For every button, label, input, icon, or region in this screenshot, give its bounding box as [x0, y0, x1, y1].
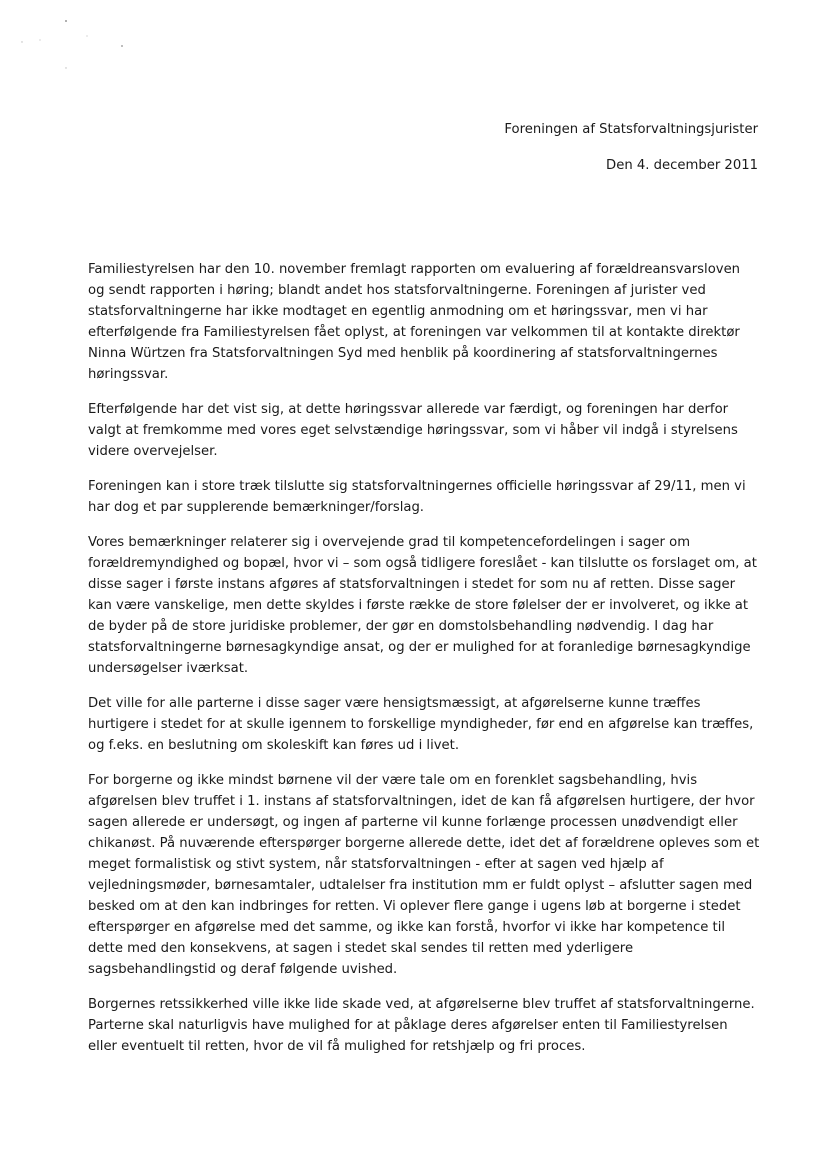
paragraph: Familiestyrelsen har den 10. november fremlagt rapporten om evaluering af forældreansvarsloven og sendt rapporten i høring; blandt andet hos statsforvaltningerne. Foreningen af jurister ved statsforvaltningerne har ikke modtaget en egentlig anmodning om et høringssvar, men vi har efterfølgende fra Familiestyrelsen fået oplyst, at foreningen var velkommen til at kontakte direktør Ninna Würtzen fra Statsforvaltningen Syd med henblik på koordinering af statsforvaltningernes høringssvar.	[88, 262, 741, 382]
letter-date: Den 4. december 2011	[606, 158, 758, 173]
paragraph: Borgernes retssikkerhed ville ikke lide skade ved, at afgørelserne blev truffet af statsforvaltningerne. Parterne skal naturligvis have mulighed for at påklage deres afgørelser enten til Familiestyrelsen eller eventuelt til retten, hvor de vil få mulighed for retshjælp og fri proces.	[88, 997, 755, 1054]
paragraph: Efterfølgende har det vist sig, at dette høringssvar allerede var færdigt, og foreningen har derfor valgt at fremkomme med vores eget selvstændige høringssvar, som vi håber vil indgå i styrelsens videre overvejelser.	[88, 402, 738, 459]
letter-header	[504, 121, 758, 175]
paragraph: Foreningen kan i store træk tilslutte sig statsforvaltningernes officielle høringssvar af 29/11, men vi har dog et par supplerende bemærkninger/forslag.	[88, 479, 746, 515]
sender-organization: Foreningen af Statsforvaltningsjurister	[504, 122, 758, 137]
paragraph: For borgerne og ikke mindst børnene vil der være tale om en forenklet sagsbehandling, hvis afgørelsen blev truffet i 1. instans af statsforvaltningen, idet de kan få afgørelsen hurtigere, der hvor sagen allerede er undersøgt, og ingen af parterne vil kunne forlænge processen unødvendigt eller chikanøst. På nuværende efterspørger borgerne allerede dette, idet det af forældrene opleves som et meget formalistisk og stivt system, når statsforvaltningen - efter at sagen ved hjælp af vejledningsmøder, børnesamtaler, udtalelser fra institution mm er fuldt oplyst – afslutter sagen med besked om at den kan indbringes for retten. Vi oplever flere gange i ugens løb at borgerne i stedet efterspørger en afgørelse med det samme, og ikke kan forstå, hvorfor vi ikke har kompetence til dette med den konsekvens, at sagen i stedet skal sendes til retten med yderligere sagsbehandlingstid og deraf følgende uvished.	[88, 773, 760, 977]
paragraph: Det ville for alle parterne i disse sager være hensigtsmæssigt, at afgørelserne kunne træffes hurtigere i stedet for at skulle igennem to forskellige myndigheder, før end en afgørelse kan træffes, og f.eks. en beslutning om skoleskift kan føres ud i livet.	[88, 696, 754, 753]
letter-body	[88, 259, 760, 1071]
paragraph: Vores bemærkninger relaterer sig i overvejende grad til kompetencefordelingen i sager om forældremyndighed og bopæl, hvor vi – som også tidligere foreslået - kan tilslutte os forslaget om, at disse sager i første instans afgøres af statsforvaltningen i stedet for som nu af retten. Disse sager kan være vanskelige, men dette skyldes i første række de store følelser der er involveret, og ikke at de byder på de store juridiske problemer, der gør en domstolsbehandling nødvendig. I dag har statsforvaltningerne børnesagkyndige ansat, og der er mulighed for at foranledige børnesagkyndige undersøgelser iværksat.	[88, 535, 757, 676]
scan-specks	[0, 0, 140, 80]
